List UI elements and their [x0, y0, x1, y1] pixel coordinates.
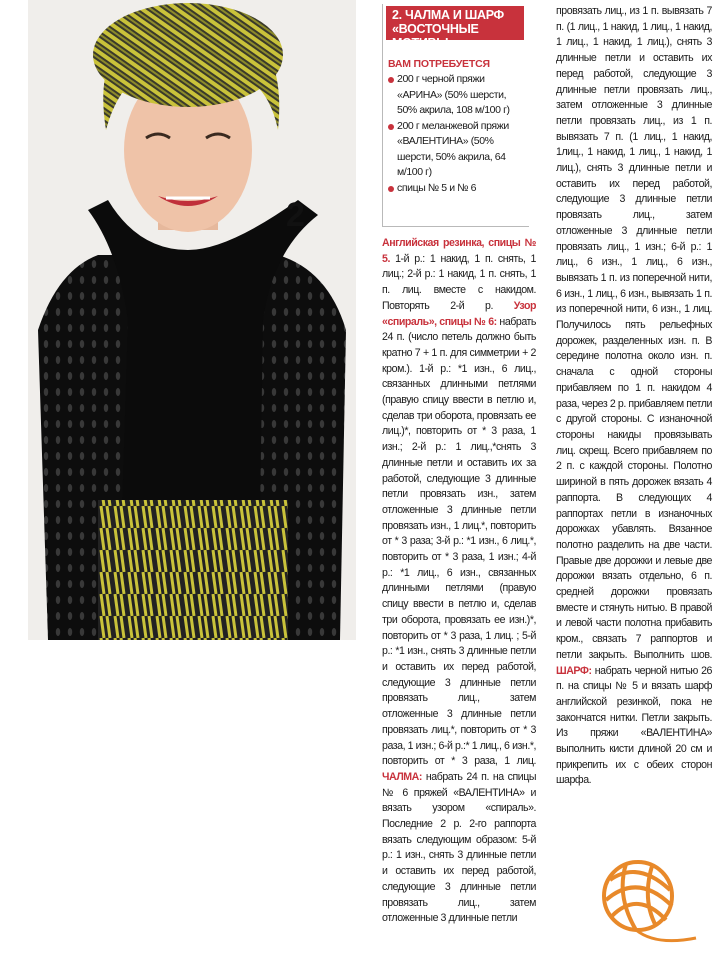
turban-label: ЧАЛМА: [382, 770, 422, 783]
rib-text: 1-й р.: 1 накид, 1 п. снять, 1 лиц.; 2-й р.: 1 накид, 1 п. снять, 1 п. лиц. вместе с накидом. Повторять 2-й р. [382, 252, 536, 312]
model-photo [28, 0, 356, 640]
instructions-column-2 [556, 4, 712, 789]
turban-text: набрать 24 п. на спицы № 6 пряжей «ВАЛЕНТИНА» и вязать узором «спираль». Последние 2 р. 2-го раппорта вязать следующим образом: 5-й р.: 1 изн., снять 3 длинные петли и оставить их перед работой, следующие 3 длинные петли провязать лиц., затем отложенные 3 длинные петли [382, 770, 536, 925]
yarn-ball-icon [596, 850, 706, 950]
spiral-label: Узор «спираль», спицы № 6: [382, 299, 537, 328]
scarf-label: ШАРФ: [556, 664, 592, 677]
materials-item: 200 г меланжевой пряжи «ВАЛЕНТИНА» (50% шерсти, 50% акрила, 64 м/100 г) [388, 119, 526, 181]
rib-label: Английская резинка, спицы № 5. [382, 237, 536, 265]
materials-list [388, 72, 526, 196]
article-title: 2. ЧАЛМА И ШАРФ «ВОСТОЧНЫЕ МОТИВЫ» [386, 6, 524, 40]
materials-item: 200 г черной пряжи «АРИНА» (50% шерсти, 50% акрила, 108 м/100 г) [388, 72, 526, 119]
materials-heading: ВАМ ПОТРЕБУЕТСЯ [388, 58, 490, 70]
figure-number: 2 [286, 196, 305, 234]
instructions-column-1 [382, 236, 536, 927]
turban-text-continued: провязать лиц., из 1 п. вывязать 7 п. (1 лиц., 1 накид, 1 лиц., 1 накид, 1 лиц., 1 накид, 1 лиц.), снять 3 длинные петли и оставить их перед работой, следующие 3 длинные петли провязать лиц., затем отложенные 3 длинные петли провязать лиц., из 1 п. вывязать 7 п. (1 лиц., 1 накид, 1лиц., 1 накид, 1 лиц., 1 накид, 1 лиц.), снять 3 длинные петли и оставить их перед работой, следующие 3 длинные петли провязать лиц., затем отложенные 3 длинные петли провязать лиц., 1 изн.; 6-й р.: 1 лиц., 6 изн., 1 лиц., 6 изн., вывязать 1 п. из поперечной нити, 6 изн., 1 лиц., 6 изн., вывязать 1 п. из поперечной нити, 6 изн., 1 лиц. Получилось пять рельефных дорожек, разделенных изн. п. В середине полотна около изн. п. сначала с одной стороны прибавляем по 1 п. накидом 4 раза, через 2 р. прибавляем петли с другой стороны. С изнаночной стороны накиды провязывать лиц. скрещ. Всего прибавляем по 2 п. с каждой стороны. Полотно шириной в пять дорожек вязать 4 раппорта. В следующих 4 раппортах петли в изнаночных дорожках убавлять. Вязанное полотно разделить на две части. Правые две дорожки и левые две дорожки вязать отдельно, 6 п. средней дорожки провязать вместе и стянуть нитью. В правой и левой части полотна прибавить кром., связать 7 раппортов и петли закрыть. Выполнить шов. [556, 5, 712, 661]
materials-item: спицы № 5 и № 6 [388, 181, 526, 197]
scarf-text: набрать черной нитью 26 п. на спицы № 5 и вязать шарф английской резинкой, пока не закончатся нитки. Петли закрыть. Из пряжи «ВАЛЕНТИНА» выполнить кисти длиной 20 см и прикрепить их с обеих сторон шарфа. [556, 664, 712, 787]
spiral-text: набрать 24 п. (число петель должно быть кратно 7 + 1 п. для симметрии + 2 кром.). 1-й р.: *1 изн., 6 лиц., связанных длинными петлями (правую спицу ввести в петлю и, сделав три оборота, провязать ее лиц.)*, повторить от * 3 раза, 1 изн.; 2-й р.: 1 лиц.,*снять 3 длинные петли и оставить их за работой, следующие 3 длинные петли провязать изн., затем отложенные 3 длинные петли провязать изн., 1 лиц.*, повторить от * 3 раза; 3-й р.: *1 изн., 6 лиц.*, повторить от * 3 раза, 1 изн.; 4-й р.: *1 лиц., 6 изн., связанных длинными петлями (правую спицу ввести в петлю и, сделав три оборота, провязать ее изн.)*, повторить от * 3 раза, 1 лиц. ; 5-й р.: *1 изн., снять 3 длинные петли и оставить их перед работой, следующие 3 длинные петли провязать лиц., затем отложенные 3 длинные петли провязать лиц.*, повторить от * 3 раза, 1 изн.; 6-й р.:* 1 лиц., 6 изн.*, повторить от * 3 раза, 1 лиц. [382, 315, 537, 768]
